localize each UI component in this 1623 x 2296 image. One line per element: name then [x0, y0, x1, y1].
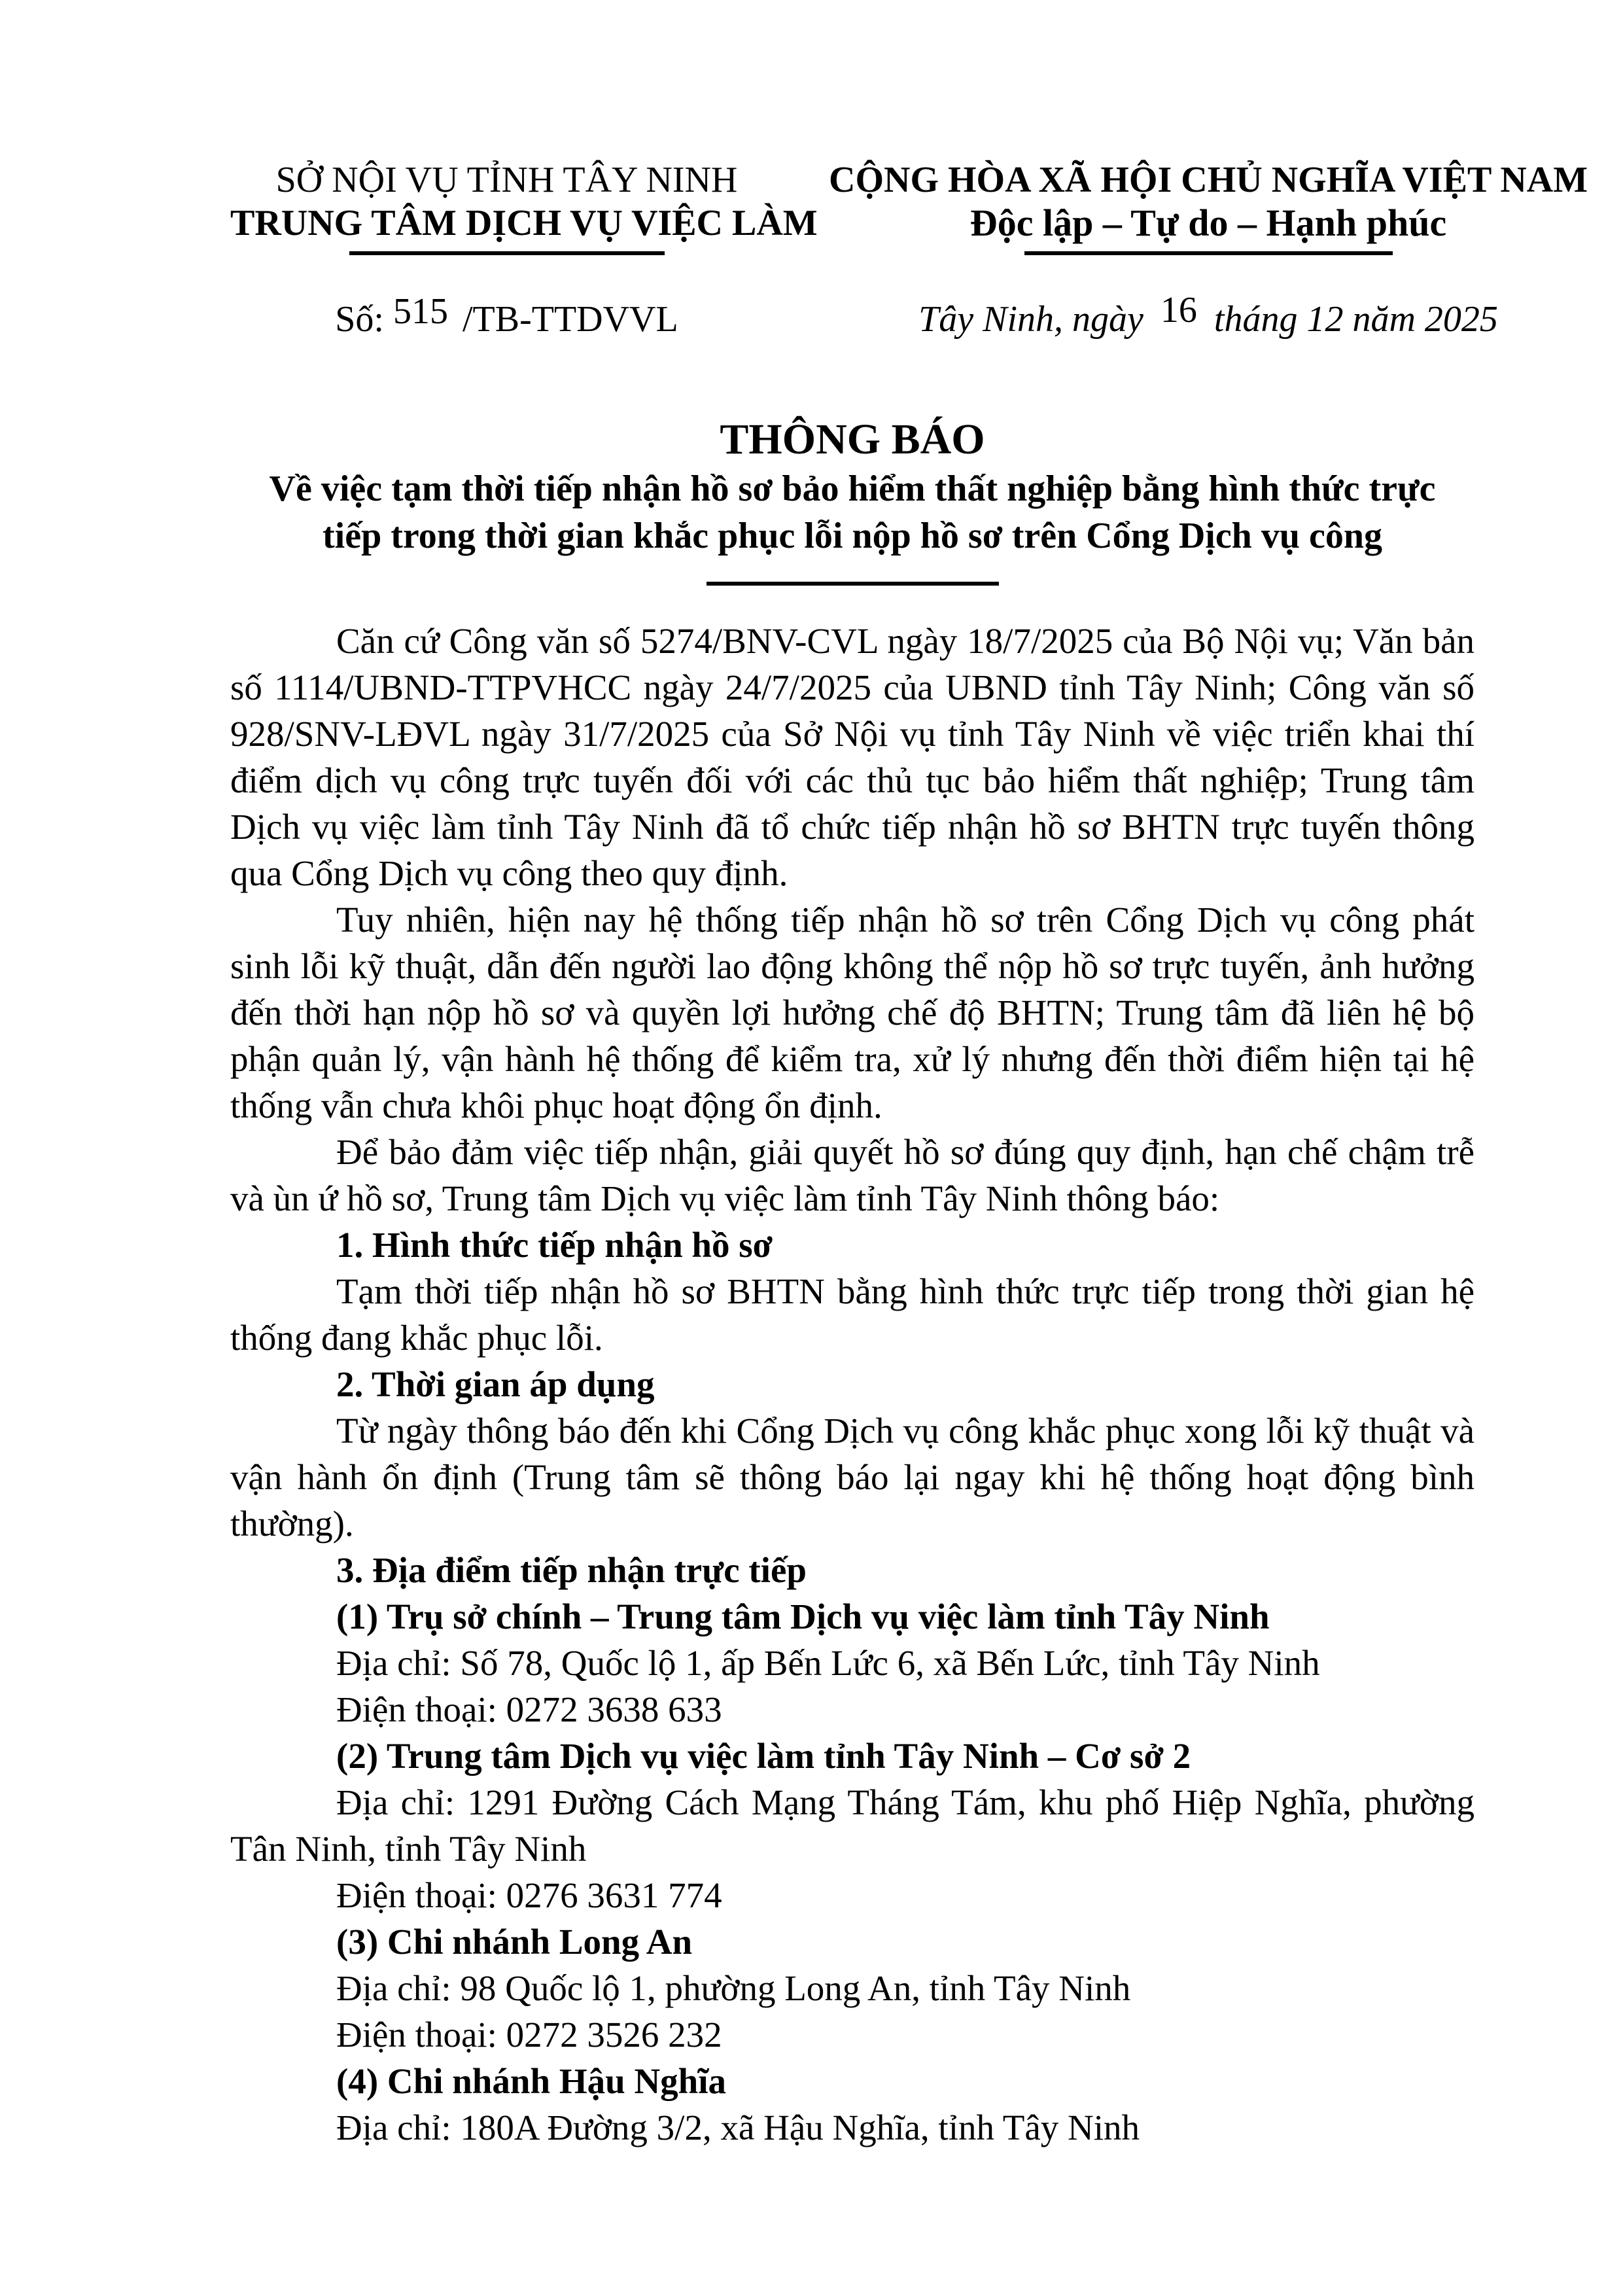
section-heading: 2. Thời gian áp dụng: [336, 1364, 655, 1404]
doc-number-suffix: /TB-TTDVVL: [462, 299, 678, 340]
section-heading: (4) Chi nhánh Hậu Nghĩa: [336, 2061, 727, 2101]
header-national-block: [783, 158, 1588, 341]
section-heading: (2) Trung tâm Dịch vụ việc làm tỉnh Tây Ninh – Cơ sở 2: [336, 1736, 1191, 1776]
body-paragraph: Điện thoại: 0272 3526 232: [336, 2015, 722, 2055]
body-paragraph: Để bảo đảm việc tiếp nhận, giải quyết hồ sơ đúng quy định, hạn chế chậm trễ và ùn ứ hồ sơ, Trung tâm Dịch vụ việc làm tỉnh Tây Ninh thông báo:: [230, 1132, 1475, 1218]
doc-type-title: THÔNG BÁO: [720, 415, 985, 463]
document-title-block: [0, 414, 1623, 589]
document-header: [0, 0, 1623, 341]
section-heading: (3) Chi nhánh Long An: [336, 1922, 693, 1962]
body-paragraph: Địa chỉ: 98 Quốc lộ 1, phường Long An, tỉnh Tây Ninh: [336, 1968, 1131, 2008]
body-paragraph: Địa chỉ: 180A Đường 3/2, xã Hậu Nghĩa, tỉnh Tây Ninh: [336, 2108, 1140, 2147]
doc-number-label: Số:: [335, 299, 384, 340]
doc-subject-line1: Về việc tạm thời tiếp nhận hồ sơ bảo hiểm thất nghiệp bằng hình thức trực: [269, 468, 1436, 509]
issuing-org-name: TRUNG TÂM DỊCH VỤ VIỆC LÀM: [230, 203, 818, 243]
motto-underline: [1024, 251, 1393, 255]
org-underline: [349, 251, 665, 255]
body-paragraph: Tuy nhiên, hiện nay hệ thống tiếp nhận hồ sơ trên Cổng Dịch vụ công phát sinh lỗi kỹ thuật, dẫn đến người lao động không thể nộp hồ sơ trực tuyến, ảnh hưởng đến thời hạn nộp hồ sơ và quyền lợi hưởng chế độ BHTN; Trung tâm đã liên hệ bộ phận quản lý, vận hành hệ thống để kiểm tra, xử lý nhưng đến thời điểm hiện tại hệ thống vẫn chưa khôi phục hoạt động ổn định.: [230, 900, 1475, 1125]
header-issuing-org: [230, 158, 818, 341]
title-separator-rule: [707, 582, 999, 586]
body-paragraph: Địa chỉ: Số 78, Quốc lộ 1, ấp Bến Lức 6, xã Bến Lức, tỉnh Tây Ninh: [336, 1643, 1320, 1683]
body-paragraph: Điện thoại: 0272 3638 633: [336, 1689, 722, 1729]
national-motto-line1: CỘNG HÒA XÃ HỘI CHỦ NGHĨA VIỆT NAM: [829, 160, 1588, 200]
doc-number-value: 515: [393, 291, 448, 332]
date-suffix: tháng 12 năm 2025: [1213, 299, 1498, 340]
doc-number-line: [230, 291, 783, 341]
body-paragraph: Địa chỉ: 1291 Đường Cách Mạng Tháng Tám, khu phố Hiệp Nghĩa, phường Tân Ninh, tỉnh Tây Ninh: [230, 1782, 1475, 1869]
body-paragraph: Tạm thời tiếp nhận hồ sơ BHTN bằng hình thức trực tiếp trong thời gian hệ thống đang khắc phục lỗi.: [230, 1271, 1475, 1358]
date-prefix: Tây Ninh, ngày: [918, 299, 1143, 340]
body-paragraph: Điện thoại: 0276 3631 774: [336, 1875, 722, 1915]
place-date-line: [829, 290, 1588, 341]
section-heading: 3. Địa điểm tiếp nhận trực tiếp: [336, 1550, 807, 1590]
document-body: [0, 618, 1623, 2151]
body-paragraph: Từ ngày thông báo đến khi Cổng Dịch vụ công khắc phục xong lỗi kỹ thuật và vận hành ổn định (Trung tâm sẽ thông báo lại ngay khi hệ thống hoạt động bình thường).: [230, 1411, 1475, 1544]
national-motto-line2: Độc lập – Tự do – Hạnh phúc: [969, 202, 1447, 244]
date-day: 16: [1160, 290, 1197, 330]
section-heading: 1. Hình thức tiếp nhận hồ sơ: [336, 1225, 773, 1265]
doc-subject-line2: tiếp trong thời gian khắc phục lỗi nộp hồ sơ trên Cổng Dịch vụ công: [323, 516, 1382, 556]
section-heading: (1) Trụ sở chính – Trung tâm Dịch vụ việc làm tỉnh Tây Ninh: [336, 1597, 1270, 1636]
body-paragraph: Căn cứ Công văn số 5274/BNV-CVL ngày 18/7/2025 của Bộ Nội vụ; Văn bản số 1114/UBND-TTPVHCC ngày 24/7/2025 của UBND tỉnh Tây Ninh; Công văn số 928/SNV-LĐVL ngày 31/7/2025 của Sở Nội vụ tỉnh Tây Ninh về việc triển khai thí điểm dịch vụ công trực tuyến đối với các thủ tục bảo hiểm thất nghiệp; Trung tâm Dịch vụ việc làm tỉnh Tây Ninh đã tổ chức tiếp nhận hồ sơ BHTN trực tuyến thông qua Cổng Dịch vụ công theo quy định.: [230, 621, 1475, 893]
parent-org-name: SỞ NỘI VỤ TỈNH TÂY NINH: [275, 160, 738, 200]
